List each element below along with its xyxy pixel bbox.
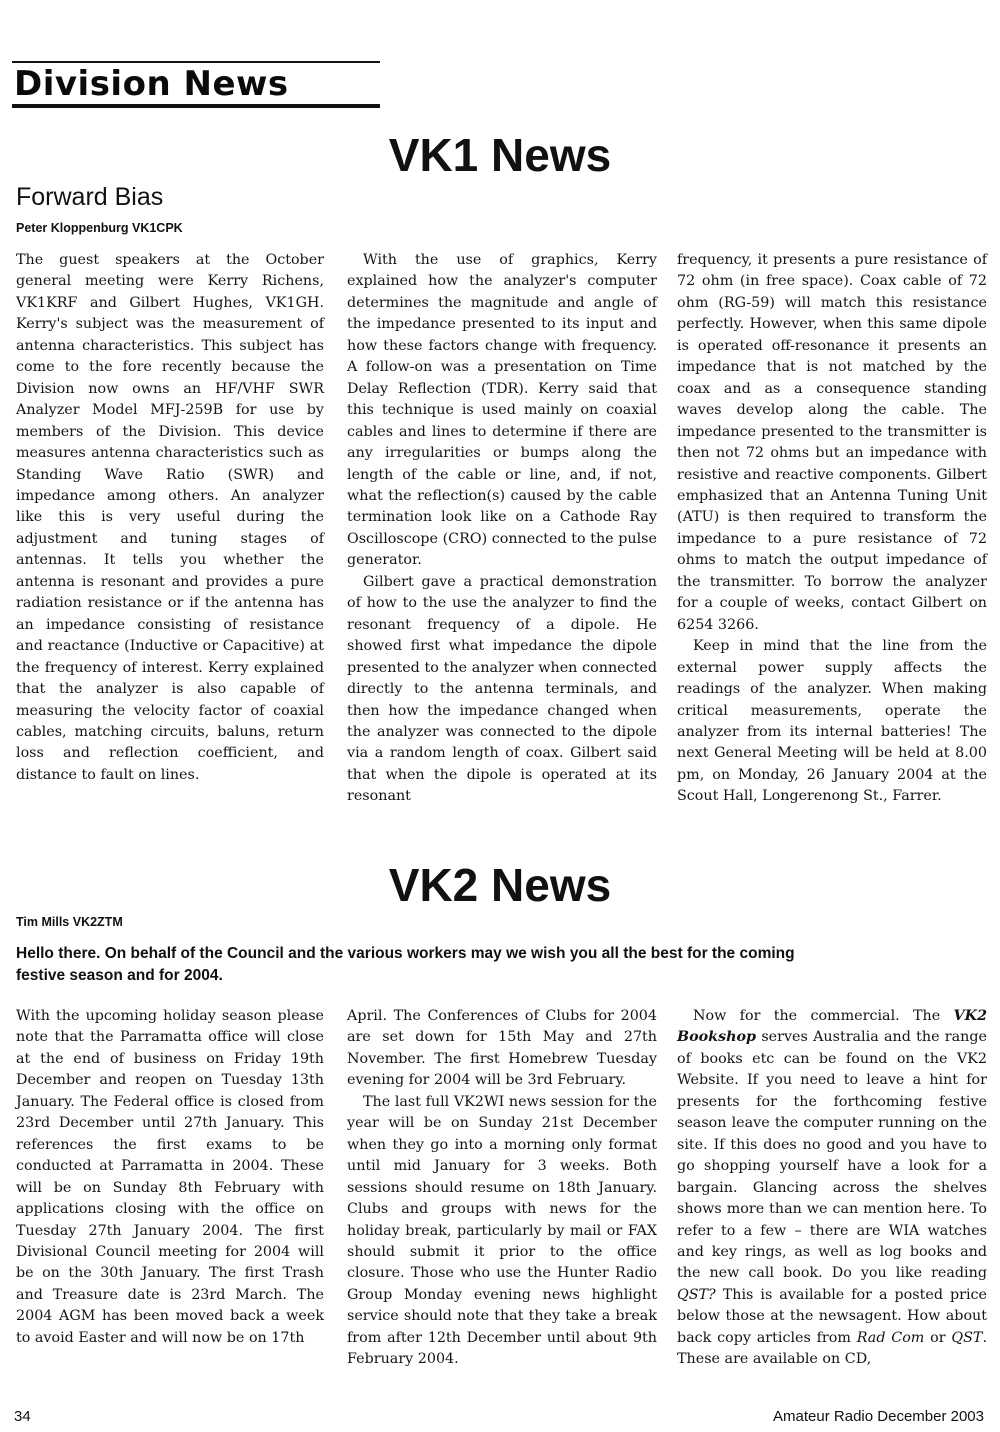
vk2-p4-body: serves Australia and the range of books etc can be found on the VK2 Website. If you need to leave a hint for presents for the forthcoming festive season leave the computer running on the site. If this does no good and you have to go shopping yourself have a look for a bargain. Glancing across the shelves shows more than we can mention here. To refer to a few – there are WIA watches and key rings, as well as log books and the new call book. Do you like reading: [677, 1029, 987, 1282]
vk2-p4-or: or: [930, 1329, 946, 1346]
vk1-paragraph-4: frequency, it presents a pure resistance of 72 ohm (in free space). Coax cable of 72 ohm (RG-59) will match this resistance perfectly. However, when this same dipole is operated off-resonance it presents an impedance that is not matched by the coax and as a consequence standing waves develop along the cable. The impedance presented to the transmitter is then not 72 ohms but an impedance with resistive and reactive components. Gilbert emphasized that an Antenna Tuning Unit (ATU) is then required to transform the impedance to a pure resistance of 72 ohms to match the output impedance of the transmitter. To borrow the analyzer for a couple of weeks, contact Gilbert on 6254 3266.: [677, 252, 987, 633]
vk1-column-3: [677, 250, 987, 808]
vk2-intro: Hello there. On behalf of the Council and the various workers may we wish you all the best for the coming festive season and for 2004.: [16, 945, 795, 984]
vk2-title: VK2 News: [388, 859, 612, 911]
vk2-paragraph-3: The last full VK2WI news session for the year will be on Sunday 21st December when they go into a morning only format until mid January for 3 weeks. Both sessions should resume on 18th January. Clubs and groups with news for the holiday break, particularly by mail or FAX should submit it prior to the office closure. Those who use the Hunter Radio Group Monday evening news highlight service should note that they take a break from after 12th December until about 9th February 2004.: [347, 1093, 657, 1368]
vk2-p4-body-2: This is available for a posted price below those at the newsagent. How about back copy articles from: [677, 1286, 987, 1346]
vk1-paragraph-3: Gilbert gave a practical demonstration of how to the use the analyzer to find the resonant frequency of a dipole. He showed first what impedance the dipole presented to the analyzer when connected directly to the antenna terminals, and then how the impedance changed when the analyzer was connected to the dipole via a random length of coax. Gilbert said that when the dipole is operated at its resonant: [347, 573, 657, 805]
vk1-paragraph-1: The guest speakers at the October general meeting were Kerry Richens, VK1KRF and Gilbert Hughes, VK1GH. Kerry's subject was the measurement of antenna characteristics. This subject has come to the fore recently because the Division now owns an HF/VHF SWR Analyzer Model MFJ-259B for use by members of the Division. This device measures antenna characteristics such as Standing Wave Ratio (SWR) and impedance among others. An analyzer like this is very useful during the adjustment and tuning stages of antennas. It tells you whether the antenna is resonant and provides a pure radiation resistance or if the antenna has an impedance consisting of resistance and reactance (Inductive or Capacitive) at the frequency of interest. Kerry explained that the analyzer is also capable of measuring the velocity factor of coaxial cables, matching circuits, baluns, return loss and reflection coefficient, and distance to fault on lines.: [16, 252, 324, 783]
vk2-column-2: [347, 1006, 657, 1371]
vk1-column-1: [16, 250, 324, 786]
vk1-byline: Peter Kloppenburg VK1CPK: [16, 221, 183, 235]
vk1-subheading: Forward Bias: [16, 183, 164, 211]
vk2-qst-ref-1: QST?: [677, 1286, 716, 1303]
vk2-column-3: [677, 1006, 987, 1371]
vk1-title: VK1 News: [388, 129, 612, 181]
section-label: Division News: [14, 64, 289, 104]
vk2-p4-lead: Now for the commercial. The: [693, 1008, 941, 1024]
vk2-paragraph-4: [677, 1006, 987, 1371]
header-rule-bottom: [12, 104, 380, 108]
vk2-paragraph-1: With the upcoming holiday season please note that the Parramatta office will close at the end of business on Friday 19th December and reopen on Tuesday 13th January. The Federal office is closed from 23rd December until 27th January. This references the first exams to be conducted at Parramatta in 2004. These will be on Sunday 8th February with applications closing with the office on Tuesday 27th January 2004. The first Divisional Council meeting for 2004 will be on the 30th January. The first Trash and Treasure date is 23rd March. The 2004 AGM has been moved back a week to avoid Easter and will now be on 17th: [16, 1008, 324, 1346]
publication-footer: Amateur Radio December 2003: [773, 1408, 984, 1425]
vk1-paragraph-5: Keep in mind that the line from the external power supply affects the readings of the analyzer. When making critical measurements, operate the analyzer from its internal batteries! The next General Meeting will be held at 8.00 pm, on Monday, 26 January 2004 at the Scout Hall, Longerenong St., Farrer.: [677, 638, 987, 805]
header-rule-top: [12, 61, 380, 63]
vk2-qst-ref-2: QST: [951, 1329, 983, 1346]
vk2-byline: Tim Mills VK2ZTM: [16, 915, 123, 929]
page-number: 34: [14, 1408, 31, 1425]
vk2-radcom-ref: Rad Com: [856, 1329, 925, 1346]
vk2-bookshop-name: VK2 Bookshop: [677, 1008, 988, 1046]
vk1-paragraph-2: With the use of graphics, Kerry explained how the analyzer's computer determines the magnitude and angle of the impedance presented to its input and how these factors change with frequency. A follow-on was a presentation on Time Delay Reflection (TDR). Kerry said that this technique is used mainly on coaxial cables and lines to determine if there are any irregularities or bumps along the length of the cable or line, and, if not, what the reflection(s) caused by the cable termination look like on a Cathode Ray Oscilloscope (CRO) connected to the pulse generator.: [347, 252, 657, 569]
vk2-p4-tail: . These are available on CD,: [677, 1329, 988, 1368]
vk1-column-2: [347, 250, 657, 808]
vk2-column-1: [16, 1006, 324, 1349]
vk2-paragraph-2: April. The Conferences of Clubs for 2004 are set down for 15th May and 27th November. The first Homebrew Tuesday evening for 2004 will be 3rd February.: [347, 1008, 657, 1089]
